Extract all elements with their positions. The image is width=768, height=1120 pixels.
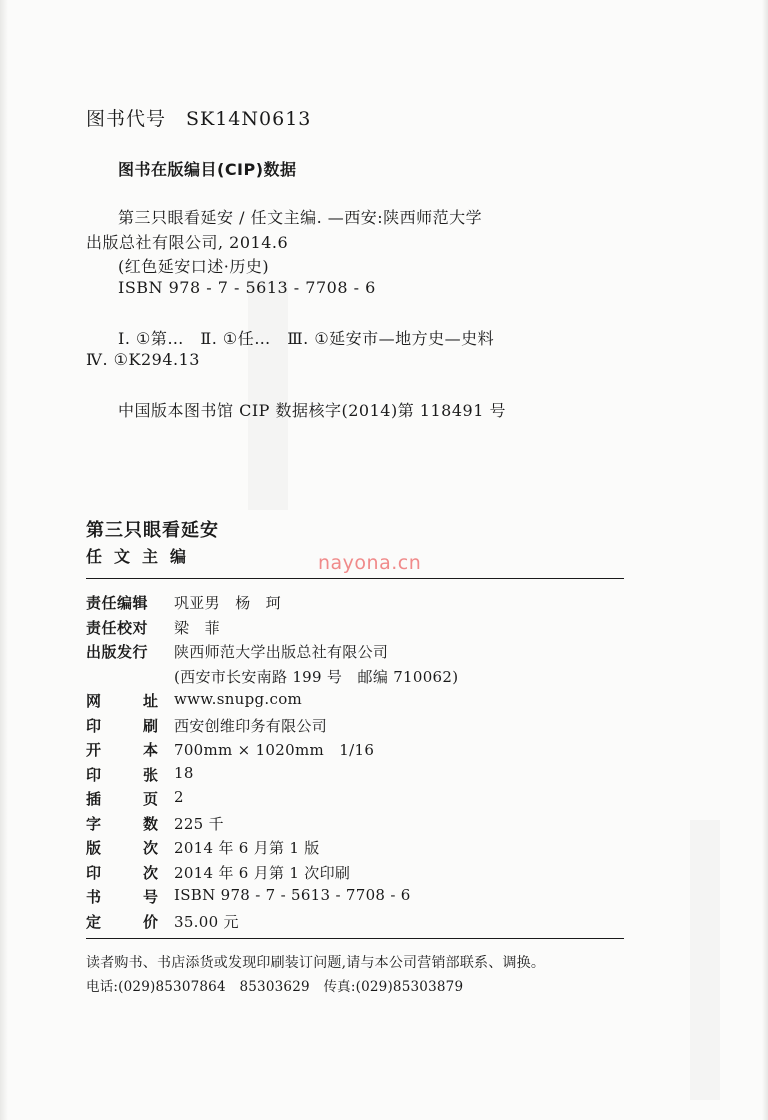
show-through-shadow xyxy=(248,280,288,510)
imprint-label xyxy=(86,641,158,662)
imprint-label-part: 刷 xyxy=(142,716,158,735)
imprint-label-part: 责任校对 xyxy=(86,618,149,637)
imprint-label-part: 书 xyxy=(86,888,102,906)
footer-note: 读者购书、书店添货或发现印刷装订问题,请与本公司营销部联系、调换。 xyxy=(86,955,546,971)
cip-line: 中国版本图书馆 CIP 数据核字(2014)第 118491 号 xyxy=(118,401,506,420)
book-code: 图书代号 SK14N0613 xyxy=(86,108,312,130)
imprint-label-part: 字 xyxy=(86,814,102,833)
imprint-value: 梁 菲 xyxy=(174,618,220,637)
footer-contact: 电话:(029)85307864 85303629 传真:(029)85303879 xyxy=(86,979,464,995)
imprint-label xyxy=(86,617,158,638)
imprint-value: ISBN 978 - 7 - 5613 - 7708 - 6 xyxy=(174,886,411,904)
imprint-label xyxy=(86,788,158,809)
book-editor: 任文主编 xyxy=(86,547,199,566)
show-through-shadow xyxy=(690,820,720,1100)
watermark: nayona.cn xyxy=(318,552,422,574)
imprint-value: 2014 年 6 月第 1 版 xyxy=(174,839,320,857)
imprint-value: www.snupg.com xyxy=(174,690,303,708)
imprint-label-part: 网 xyxy=(86,692,102,710)
imprint-label-part: 出版发行 xyxy=(86,643,149,661)
imprint-label xyxy=(86,862,158,883)
imprint-label xyxy=(86,592,158,613)
divider xyxy=(86,938,624,939)
imprint-label-part: 价 xyxy=(142,912,158,931)
imprint-value: 巩亚男 杨 珂 xyxy=(174,594,282,612)
imprint-label-part: 印 xyxy=(86,863,102,882)
scan-edge xyxy=(0,0,8,1120)
imprint-value: (西安市长安南路 199 号 邮编 710062) xyxy=(174,667,459,686)
imprint-label-part: 址 xyxy=(142,692,158,710)
imprint-label xyxy=(86,886,158,907)
imprint-label xyxy=(86,690,158,711)
imprint-label xyxy=(86,837,158,858)
imprint-label-part: 页 xyxy=(142,790,158,808)
cip-header: 图书在版编目(CIP)数据 xyxy=(118,160,297,179)
imprint-value: 35.00 元 xyxy=(174,912,239,931)
imprint-label-part: 责任编辑 xyxy=(86,594,149,612)
imprint-label-part: 次 xyxy=(142,839,158,857)
cip-line: 出版总社有限公司, 2014.6 xyxy=(86,233,289,252)
imprint-label-part: 号 xyxy=(142,888,158,906)
book-title: 第三只眼看延安 xyxy=(86,520,219,541)
imprint-label xyxy=(86,911,158,932)
cip-line: ISBN 978 - 7 - 5613 - 7708 - 6 xyxy=(118,278,376,297)
imprint-label-part: 印 xyxy=(86,716,102,735)
imprint-label-part: 插 xyxy=(86,790,102,808)
imprint-label xyxy=(86,739,158,760)
imprint-label-part: 开 xyxy=(86,741,102,759)
imprint-value: 2014 年 6 月第 1 次印刷 xyxy=(174,863,351,882)
imprint-value: 18 xyxy=(174,763,194,782)
imprint-value: 2 xyxy=(174,788,184,806)
imprint-label-part: 次 xyxy=(142,863,158,882)
cip-line: (红色延安口述·历史) xyxy=(118,257,270,276)
imprint-label xyxy=(86,715,158,736)
imprint-value: 225 千 xyxy=(174,814,224,833)
imprint-label xyxy=(86,813,158,834)
imprint-label-part: 定 xyxy=(86,912,102,931)
imprint-label-part: 本 xyxy=(142,741,158,759)
cip-line: Ⅰ. ①第… Ⅱ. ①任… Ⅲ. ①延安市—地方史—史料 xyxy=(118,329,495,348)
divider xyxy=(86,578,624,579)
imprint-label-part: 数 xyxy=(142,814,158,833)
imprint-label-part: 版 xyxy=(86,839,102,857)
imprint-label xyxy=(86,764,158,785)
cip-line: Ⅳ. ①K294.13 xyxy=(86,350,200,369)
scan-edge xyxy=(762,0,768,1120)
imprint-label-part: 张 xyxy=(142,765,158,784)
cip-line: 第三只眼看延安 / 任文主编. —西安:陕西师范大学 xyxy=(118,208,483,227)
imprint-value: 陕西师范大学出版总社有限公司 xyxy=(174,643,389,661)
imprint-value: 西安创维印务有限公司 xyxy=(174,716,328,735)
imprint-value: 700mm × 1020mm 1/16 xyxy=(174,741,375,759)
imprint-label-part: 印 xyxy=(86,765,102,784)
